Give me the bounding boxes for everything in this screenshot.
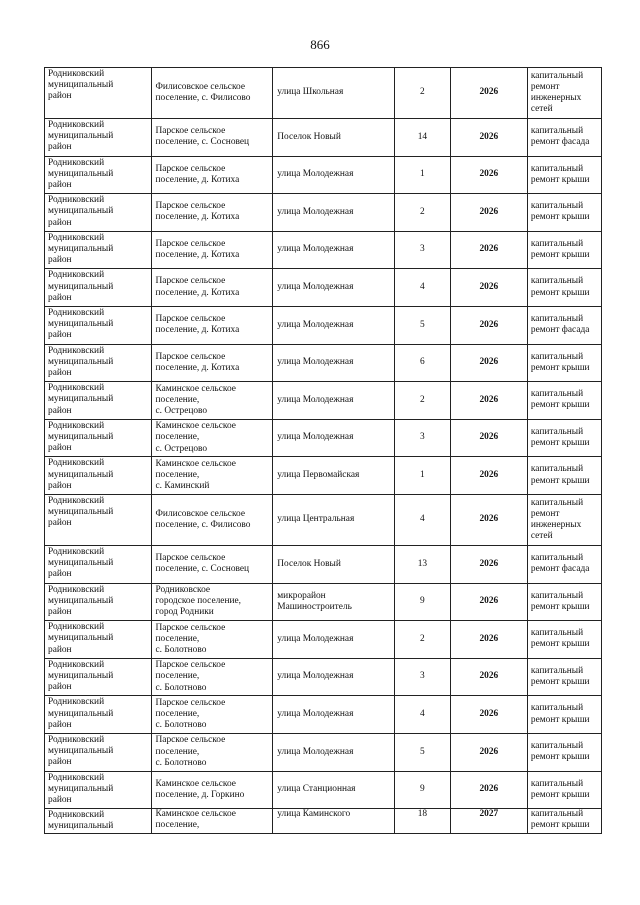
settlement-cell: Парское сельское поселение, с. Сосновец (151, 545, 273, 583)
table-row (45, 419, 602, 457)
street-cell: улица Каминского (273, 809, 395, 833)
district-cell: Родниковский муниципальный район (45, 545, 152, 583)
repair-year-cell: 2026 (450, 231, 527, 269)
settlement-cell: Филисовское сельское поселение, с. Филисово (151, 68, 273, 119)
work-type-cell: капитальный ремонт крыши (527, 457, 601, 495)
table-row (45, 621, 602, 659)
house-number-cell: 4 (394, 269, 450, 307)
repair-year-cell: 2026 (450, 771, 527, 809)
district-cell: Родниковский муниципальный район (45, 156, 152, 194)
district-cell: Родниковский муниципальный район (45, 696, 152, 734)
repair-year-cell: 2026 (450, 457, 527, 495)
work-type-cell: капитальный ремонт крыши (527, 733, 601, 771)
district-cell: Родниковский муниципальный район (45, 231, 152, 269)
house-number-cell: 18 (394, 809, 450, 833)
work-type-cell: капитальный ремонт крыши (527, 771, 601, 809)
street-cell: улица Молодежная (273, 194, 395, 232)
house-number-cell: 3 (394, 231, 450, 269)
house-number-cell: 1 (394, 457, 450, 495)
work-type-cell: капитальный ремонт крыши (527, 382, 601, 420)
work-type-cell: капитальный ремонт фасада (527, 119, 601, 157)
house-number-cell: 2 (394, 382, 450, 420)
house-number-cell: 2 (394, 621, 450, 659)
table-row (45, 382, 602, 420)
settlement-cell: Парское сельское поселение, с. Болотново (151, 696, 273, 734)
district-cell: Родниковский муниципальный район (45, 771, 152, 809)
district-cell: Родниковский муниципальный район (45, 583, 152, 621)
street-cell: улица Молодежная (273, 231, 395, 269)
settlement-cell: Каминское сельское поселение, с. Острецово (151, 382, 273, 420)
repair-year-cell: 2026 (450, 382, 527, 420)
settlement-cell: Парское сельское поселение, с. Болотново (151, 658, 273, 696)
table-row (45, 494, 602, 545)
work-type-cell: капитальный ремонт инженерных сетей (527, 68, 601, 119)
district-cell: Родниковский муниципальный район (45, 494, 152, 545)
work-type-cell: капитальный ремонт инженерных сетей (527, 494, 601, 545)
district-cell: Родниковский муниципальный район (45, 119, 152, 157)
repair-year-cell: 2026 (450, 733, 527, 771)
table-row (45, 457, 602, 495)
street-cell: улица Молодежная (273, 382, 395, 420)
repair-year-cell: 2026 (450, 156, 527, 194)
house-number-cell: 5 (394, 306, 450, 344)
repair-year-cell: 2027 (450, 809, 527, 833)
settlement-cell: Каминское сельское поселение, (151, 809, 273, 833)
work-type-cell: капитальный ремонт крыши (527, 156, 601, 194)
district-cell: Родниковский муниципальный район (45, 621, 152, 659)
street-cell: улица Молодежная (273, 621, 395, 659)
house-number-cell: 4 (394, 696, 450, 734)
settlement-cell: Парское сельское поселение, д. Котиха (151, 156, 273, 194)
house-number-cell: 3 (394, 419, 450, 457)
table-body (45, 68, 602, 834)
work-type-cell: капитальный ремонт крыши (527, 696, 601, 734)
house-number-cell: 4 (394, 494, 450, 545)
street-cell: улица Школьная (273, 68, 395, 119)
table-row (45, 194, 602, 232)
house-number-cell: 5 (394, 733, 450, 771)
house-number-cell: 1 (394, 156, 450, 194)
table-row (45, 771, 602, 809)
street-cell: Поселок Новый (273, 119, 395, 157)
work-type-cell: капитальный ремонт фасада (527, 306, 601, 344)
district-cell: Родниковский муниципальный район (45, 306, 152, 344)
street-cell: улица Центральная (273, 494, 395, 545)
repair-year-cell: 2026 (450, 344, 527, 382)
settlement-cell: Парское сельское поселение, д. Котиха (151, 306, 273, 344)
repair-year-cell: 2026 (450, 119, 527, 157)
settlement-cell: Парское сельское поселение, д. Котиха (151, 231, 273, 269)
work-type-cell: капитальный ремонт крыши (527, 621, 601, 659)
repair-year-cell: 2026 (450, 68, 527, 119)
house-number-cell: 9 (394, 771, 450, 809)
settlement-cell: Парское сельское поселение, д. Котиха (151, 344, 273, 382)
repair-year-cell: 2026 (450, 658, 527, 696)
table-row (45, 306, 602, 344)
work-type-cell: капитальный ремонт крыши (527, 419, 601, 457)
settlement-cell: Парское сельское поселение, д. Котиха (151, 269, 273, 307)
street-cell: улица Молодежная (273, 658, 395, 696)
table-row (45, 658, 602, 696)
table-row (45, 269, 602, 307)
repair-year-cell: 2026 (450, 696, 527, 734)
street-cell: улица Молодежная (273, 156, 395, 194)
district-cell: Родниковский муниципальный район (45, 457, 152, 495)
street-cell: Поселок Новый (273, 545, 395, 583)
work-type-cell: капитальный ремонт крыши (527, 194, 601, 232)
work-type-cell: капитальный ремонт крыши (527, 583, 601, 621)
street-cell: улица Молодежная (273, 306, 395, 344)
settlement-cell: Родниковское городское поселение, город Родники (151, 583, 273, 621)
settlement-cell: Парское сельское поселение, с. Болотново (151, 733, 273, 771)
repair-year-cell: 2026 (450, 194, 527, 232)
street-cell: улица Молодежная (273, 344, 395, 382)
repair-year-cell: 2026 (450, 419, 527, 457)
table-row (45, 696, 602, 734)
district-cell: Родниковский муниципальный район (45, 194, 152, 232)
settlement-cell: Каминское сельское поселение, д. Горкино (151, 771, 273, 809)
settlement-cell: Парское сельское поселение, с. Сосновец (151, 119, 273, 157)
district-cell: Родниковский муниципальный район (45, 419, 152, 457)
house-number-cell: 2 (394, 68, 450, 119)
settlement-cell: Каминское сельское поселение, с. Каминский (151, 457, 273, 495)
work-type-cell: капитальный ремонт крыши (527, 344, 601, 382)
work-type-cell: капитальный ремонт крыши (527, 809, 601, 833)
house-number-cell: 3 (394, 658, 450, 696)
district-cell: Родниковский муниципальный район (45, 269, 152, 307)
district-cell: Родниковский муниципальный район (45, 382, 152, 420)
district-cell: Родниковский муниципальный район (45, 344, 152, 382)
repair-year-cell: 2026 (450, 621, 527, 659)
repair-year-cell: 2026 (450, 269, 527, 307)
street-cell: улица Молодежная (273, 696, 395, 734)
repair-year-cell: 2026 (450, 494, 527, 545)
work-type-cell: капитальный ремонт крыши (527, 269, 601, 307)
table-row (45, 809, 602, 833)
street-cell: микрорайон Машиностроитель (273, 583, 395, 621)
repair-year-cell: 2026 (450, 306, 527, 344)
repair-year-cell: 2026 (450, 583, 527, 621)
district-cell: Родниковский муниципальный район (45, 68, 152, 119)
house-number-cell: 9 (394, 583, 450, 621)
district-cell: Родниковский муниципальный район (45, 733, 152, 771)
street-cell: улица Молодежная (273, 733, 395, 771)
table-row (45, 68, 602, 119)
table-row (45, 545, 602, 583)
repair-year-cell: 2026 (450, 545, 527, 583)
table-row (45, 156, 602, 194)
district-cell: Родниковский муниципальный (45, 809, 152, 833)
housing-repair-table (44, 67, 602, 834)
work-type-cell: капитальный ремонт крыши (527, 658, 601, 696)
table-row (45, 344, 602, 382)
settlement-cell: Каминское сельское поселение, с. Острецово (151, 419, 273, 457)
settlement-cell: Парское сельское поселение, с. Болотново (151, 621, 273, 659)
house-number-cell: 6 (394, 344, 450, 382)
house-number-cell: 13 (394, 545, 450, 583)
house-number-cell: 14 (394, 119, 450, 157)
work-type-cell: капитальный ремонт фасада (527, 545, 601, 583)
street-cell: улица Первомайская (273, 457, 395, 495)
table-row (45, 119, 602, 157)
work-type-cell: капитальный ремонт крыши (527, 231, 601, 269)
table-row (45, 733, 602, 771)
street-cell: улица Станционная (273, 771, 395, 809)
page-number: 866 (310, 37, 330, 52)
district-cell: Родниковский муниципальный район (45, 658, 152, 696)
settlement-cell: Парское сельское поселение, д. Котиха (151, 194, 273, 232)
table-row (45, 583, 602, 621)
street-cell: улица Молодежная (273, 419, 395, 457)
table-row (45, 231, 602, 269)
house-number-cell: 2 (394, 194, 450, 232)
street-cell: улица Молодежная (273, 269, 395, 307)
settlement-cell: Филисовское сельское поселение, с. Филисово (151, 494, 273, 545)
